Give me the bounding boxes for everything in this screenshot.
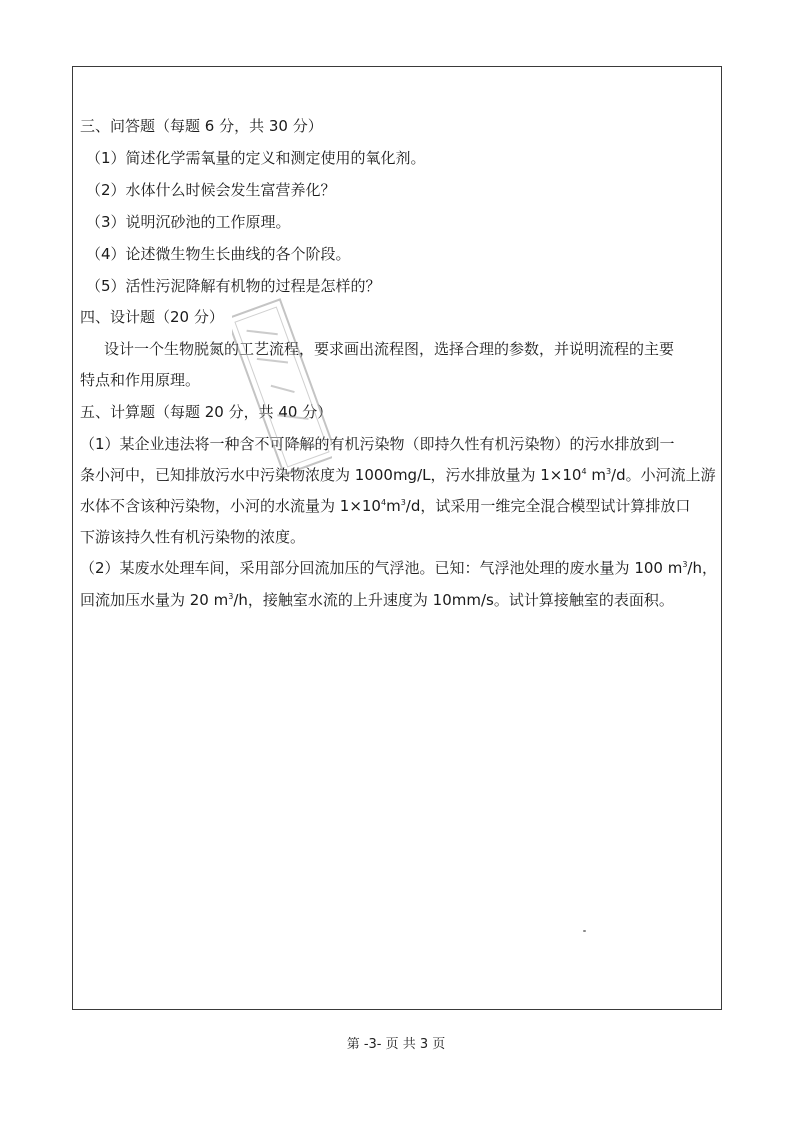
page-number: 第 -3- 页 共 3 页 [346, 1037, 446, 1052]
calc-q2-line-2: 回流加压水量为 20 $m^3/h$，接触室水流的上升速度为 10mm/s。试计算接触室的表面积。 [80, 591, 674, 609]
calc-q1-line-1: （1）某企业违法将一种含不可降解的有机污染物（即持久性有机污染物）的污水排放到一 [80, 435, 675, 453]
design-question-line-1: 设计一个生物脱氮的工艺流程，要求画出流程图，选择合理的参数，并说明流程的主要 [104, 340, 675, 358]
calc-q1-line-2: 条小河中，已知排放污水中污染物浓度为 1000mg/L，污水排放量为 $1\times 10^4$ $m^3/d$。小河流上游 [80, 466, 716, 484]
question-3-5: （5）活性污泥降解有机物的过程是怎样的？ [86, 277, 381, 295]
question-3-4: （4）论述微生物生长曲线的各个阶段。 [86, 245, 351, 263]
calc-q1-line-3: 水体不含该种污染物，小河的水流量为 $1\times 10^4m^3/d$，试采用一维完全混合模型试计算排放口 [80, 497, 691, 515]
scan-speck [583, 930, 586, 932]
question-3-1: （1）简述化学需氧量的定义和测定使用的氧化剂。 [86, 149, 426, 167]
section-4-heading: 四、设计题（20 分） [80, 308, 224, 326]
question-3-2: （2）水体什么时候会发生富营养化？ [86, 181, 336, 199]
question-3-3: （3）说明沉砂池的工作原理。 [86, 213, 291, 231]
section-5-heading: 五、计算题（每题 20 分，共 40 分） [80, 403, 333, 421]
design-question-line-2: 特点和作用原理。 [80, 371, 201, 389]
calc-q2-line-1: （2）某废水处理车间，采用部分回流加压的气浮池。已知：气浮池处理的废水量为 100 $m^3/h$， [80, 559, 717, 577]
section-3-heading: 三、问答题（每题 6 分，共 30 分） [80, 117, 323, 135]
seal-stamp [232, 292, 332, 482]
calc-q1-line-4: 下游该持久性有机污染物的浓度。 [80, 528, 306, 546]
